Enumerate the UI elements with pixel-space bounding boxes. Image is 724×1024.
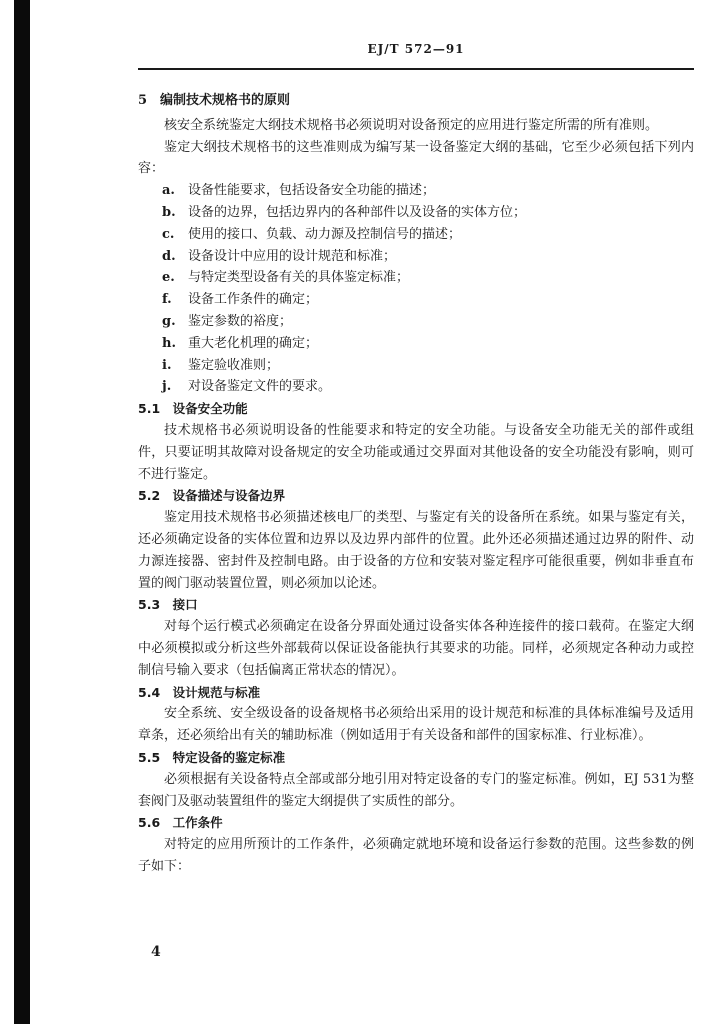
subsection-heading: 5.5 特定设备的鉴定标准 [138, 749, 286, 765]
list-item [138, 333, 694, 355]
list-marker: h. [162, 335, 176, 351]
header-rule [138, 68, 694, 70]
document-body [138, 90, 694, 878]
list-item [138, 289, 694, 311]
list-marker: d. [162, 248, 176, 264]
list-marker: f. [162, 292, 172, 308]
list-item [138, 355, 694, 377]
list-item-text: 设备工作条件的确定； [188, 292, 319, 308]
list-item [138, 311, 694, 333]
list-marker: g. [162, 313, 176, 329]
standard-code-header: EJ/T 572—91 [367, 42, 465, 56]
binding-edge [14, 0, 30, 1024]
list-item-text: 使用的接口、负载、动力源及控制信号的描述； [188, 226, 462, 242]
paragraph: 鉴定大纲技术规格书的这些准则成为编写某一设备鉴定大纲的基础，它至少必须包括下列内容： [138, 139, 694, 177]
list-item [138, 376, 694, 398]
list-item [138, 224, 694, 246]
section-heading: 5 编制技术规格书的原则 [138, 93, 291, 108]
list-marker: a. [162, 183, 175, 199]
list-item-text: 鉴定参数的裕度； [188, 313, 293, 329]
subsection-heading: 5.2 设备描述与设备边界 [138, 488, 286, 504]
paragraph: 安全系统、安全级设备的设备规格书必须给出采用的设计规范和标准的具体标准编号及适用章条，还必须给出有关的辅助标准（例如适用于有关设备和部件的国家标准、行业标准）。 [138, 706, 694, 744]
list-marker: i. [162, 357, 172, 373]
page-number: 4 [151, 944, 161, 960]
list-item-text: 设备的边界，包括边界内的各种部件以及设备的实体方位； [188, 204, 527, 220]
requirements-list [138, 180, 694, 398]
list-marker: b. [162, 204, 176, 220]
subsection-heading: 5.6 工作条件 [138, 815, 223, 831]
paragraph: 鉴定用技术规格书必须描述核电厂的类型、与鉴定有关的设备所在系统。如果与鉴定有关，还必须确定设备的实体位置和边界以及边界内部件的位置。此外还必须描述通过边界的附件、动力源连接器、密封件及控制电路。由于设备的方位和安装对鉴定程序可能很重要，例如非垂直布置的阀门驱动装置位置，则必须加以论述。 [138, 510, 694, 591]
list-item [138, 267, 694, 289]
list-marker: j. [162, 379, 172, 395]
list-item-text: 对设备鉴定文件的要求。 [188, 379, 332, 395]
paragraph: 对每个运行模式必须确定在设备分界面处通过设备实体各种连接件的接口载荷。在鉴定大纲中必须模拟或分析这些外部载荷以保证设备能执行其要求的功能。同样，必须规定各种动力或控制信号输入要求（包括偏离正常状态的情况）。 [138, 619, 694, 678]
list-item-text: 设备设计中应用的设计规范和标准； [188, 248, 397, 264]
list-marker: c. [162, 226, 175, 242]
subsection-heading: 5.1 设备安全功能 [138, 401, 248, 417]
paragraph: 技术规格书必须说明设备的性能要求和特定的安全功能。与设备安全功能无关的部件或组件，只要证明其故障对设备规定的安全功能或通过交界面对其他设备的安全功能没有影响，则可不进行鉴定。 [138, 422, 694, 482]
paragraph: 对特定的应用所预计的工作条件，必须确定就地环境和设备运行参数的范围。这些参数的例子如下： [138, 837, 694, 874]
list-item [138, 180, 694, 202]
paragraph: 核安全系统鉴定大纲技术规格书必须说明对设备预定的应用进行鉴定所需的所有准则。 [164, 117, 659, 133]
list-item [138, 246, 694, 268]
list-item-text: 与特定类型设备有关的具体鉴定标准； [188, 270, 410, 286]
list-item [138, 202, 694, 224]
subsection-heading: 5.4 设计规范与标准 [138, 684, 261, 700]
list-item-text: 鉴定验收准则； [188, 357, 280, 373]
subsection-heading: 5.3 接口 [138, 597, 198, 613]
list-item-text: 重大老化机理的确定； [188, 335, 319, 351]
paragraph: 必须根据有关设备特点全部或部分地引用对特定设备的专门的鉴定标准。例如，EJ 531为整套阀门及驱动装置组件的鉴定大纲提供了实质性的部分。 [138, 771, 694, 809]
list-item-text: 设备性能要求，包括设备安全功能的描述； [188, 183, 436, 199]
list-marker: e. [162, 270, 175, 286]
